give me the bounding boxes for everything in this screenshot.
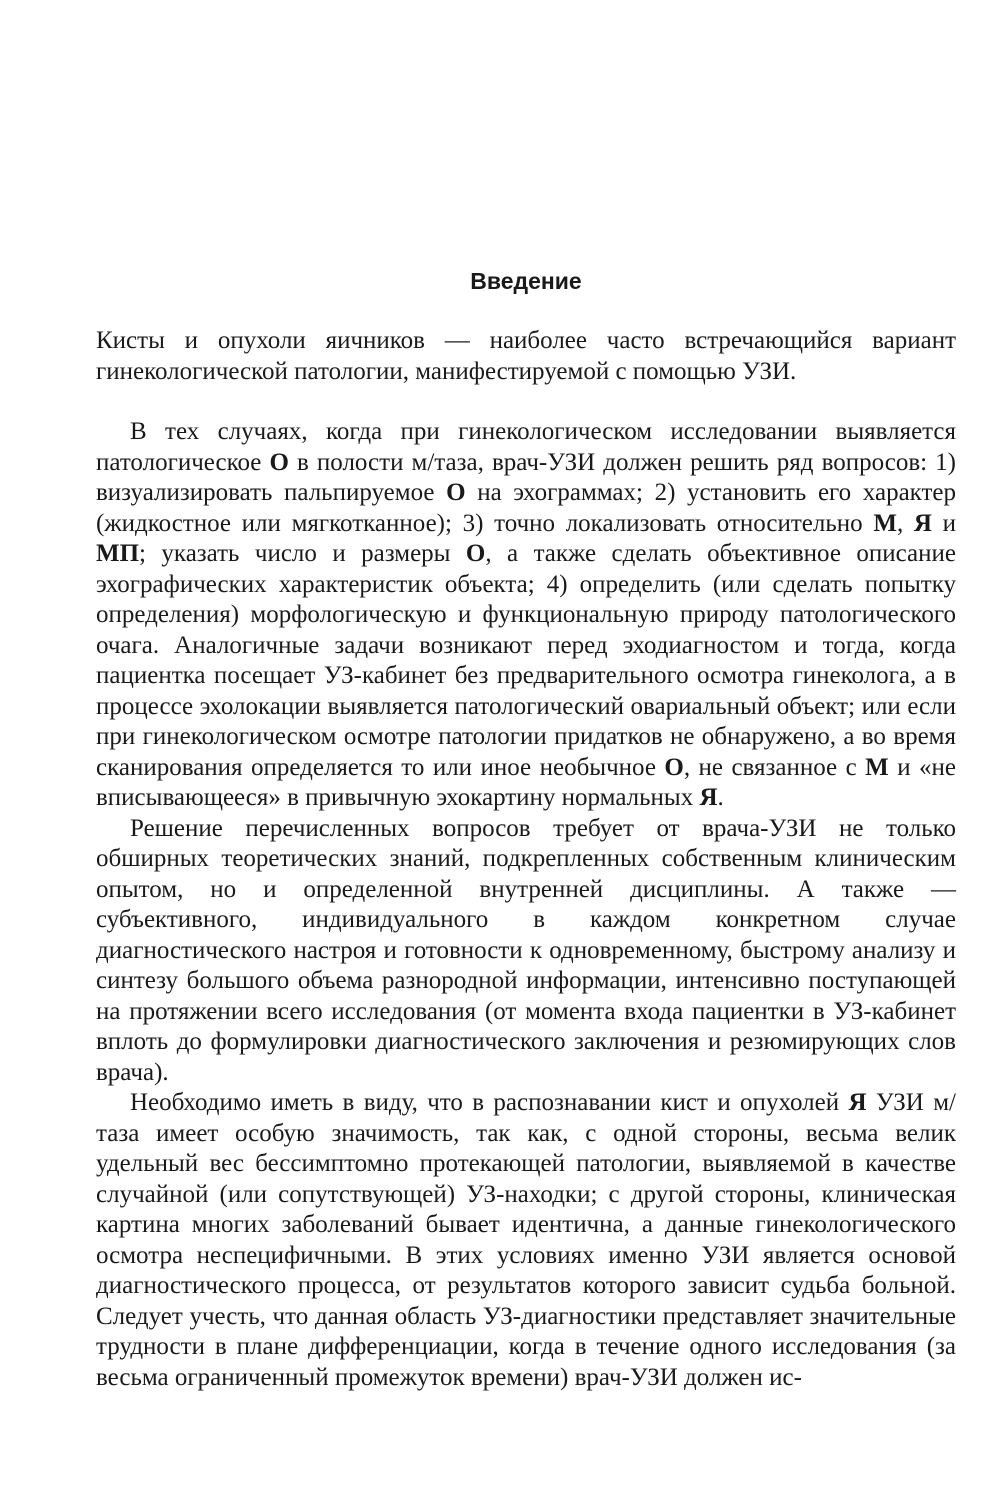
bold-abbrev: О <box>269 448 289 476</box>
paragraph-significance <box>96 1088 956 1393</box>
text-run: . <box>717 784 724 811</box>
document-body <box>96 326 956 1393</box>
paragraph-discipline: Решение перечисленных вопросов требует от врача-УЗИ не только обширных теоретических знаний, подкрепленных собственным клиническим опытом, но и определенной внутренней дисциплины. А также — субъективного, индивидуального в каждом конкретном случае диагностического настроя и готовности к одновременному, быстрому анализу и синтезу большого объема разнородной информации, интенсивно поступающей на протяжении всего исследования (от момента входа пациентки в УЗ-кабинет вплоть до формулировки диагностического заключения и резюмирующих слов врача). <box>96 814 956 1086</box>
text-run: , <box>896 509 914 537</box>
text-run: , а также сделать объективное описание эхографических характеристик объекта; 4) определить (или сделать попытку определения) морфологическую и функциональную природу патологического очага. Аналогичные задачи возникают перед эходиагностом и тогда, когда пациентка посещает УЗ-кабинет без предварительного осмотра гинеколога, а в процессе эхолокации выявляется патологический овариальный объект; или если при гинекологическом осмотре патологии придатков не обнаружено, а во время сканирования определяется то или иное необычное <box>96 540 956 781</box>
document-page <box>96 0 956 1506</box>
text-run: и «не вписывающееся» в привычную эхокартину нормальных <box>96 753 956 811</box>
text-run: Необходимо иметь в виду, что в распознавании кист и опухолей <box>130 1089 849 1116</box>
text-run: ; указать число и размеры <box>139 540 466 567</box>
bold-abbrev: Я <box>913 509 932 537</box>
page-title: Введение <box>470 268 582 294</box>
bold-abbrev: О <box>446 479 466 506</box>
bold-abbrev: Я <box>699 784 718 811</box>
bold-abbrev: Я <box>848 1089 867 1116</box>
text-run: в полости м/таза, врач-УЗИ должен решить ряд вопросов: 1) визуализировать пальпируемое <box>96 448 956 506</box>
text-run: на эхограммах; 2) установить его характер (жидкостное или мягкотканное); 3) точно локализовать относительно <box>96 479 957 537</box>
text-run: В тех случаях, когда при гинекологическом исследовании выявляется патологическое <box>96 418 956 476</box>
bold-abbrev: О <box>664 753 684 781</box>
paragraph-intro: Кисты и опухоли яичников — наиболее часто встречающийся вариант гинекологической патологии, манифестируемой с помощью УЗИ. <box>96 327 956 385</box>
bold-abbrev: О <box>465 540 486 567</box>
bold-abbrev: М <box>873 509 897 537</box>
text-run: УЗИ м/таза имеет особую значимость, так как, с одной стороны, весьма велик удельный вес бессимптомно протекающей патологии, выявляемой в качестве случайной (или сопутствующей) УЗ-находки; с другой стороны, клиническая картина многих заболеваний бывает идентична, а данные гинекологического осмотра неспецифичными. В этих условиях именно УЗИ является основой диагностического процесса, от результатов которого зависит судьба больной. Следует учесть, что данная область УЗ-диагностики представляет значительные трудности в плане дифференциации, когда в течение одного исследования (за весьма ограниченный промежуток времени) врач-УЗИ должен ис- <box>96 1089 956 1391</box>
bold-abbrev: М <box>865 753 889 781</box>
bold-abbrev: МП <box>96 540 140 567</box>
text-run: , не связанное с <box>683 753 866 781</box>
text-run: и <box>931 509 956 537</box>
paragraph-tasks <box>96 417 956 814</box>
